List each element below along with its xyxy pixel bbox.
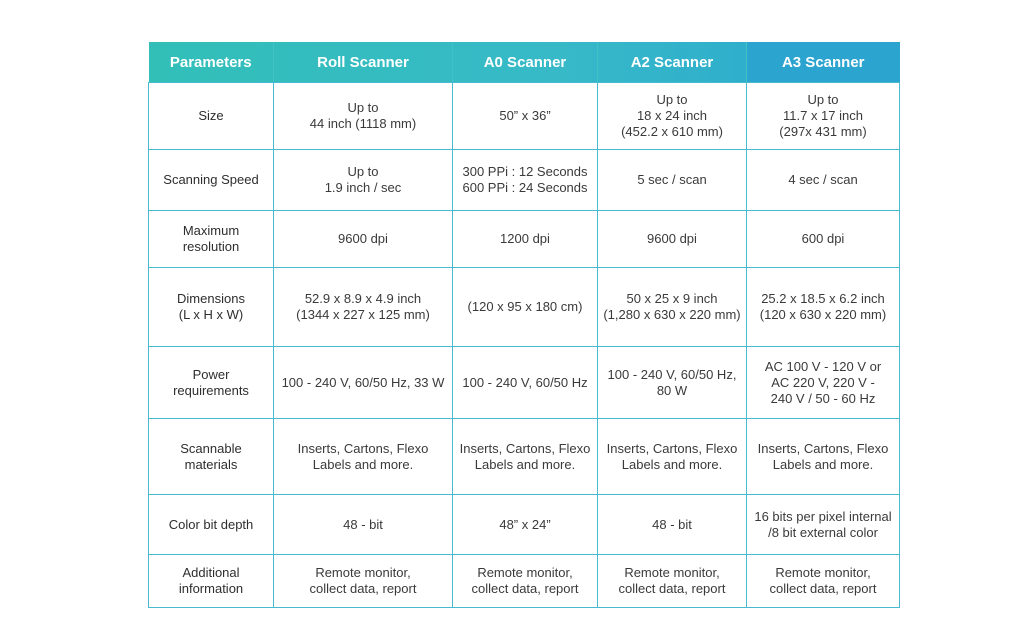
- roll-scanner-cell: [274, 150, 453, 211]
- cell-value-line: 1200 dpi: [500, 231, 550, 246]
- cell-value-line: Up to: [807, 92, 839, 107]
- header-a3-scanner: A3 Scanner: [747, 42, 900, 83]
- cell-value-line: Inserts, Cartons, Flexo: [757, 440, 889, 456]
- roll-scanner-cell: [274, 268, 453, 347]
- cell-value-line: collect data, report: [618, 581, 726, 596]
- parameter-label-line: requirements: [173, 382, 249, 398]
- table-header: [149, 42, 900, 83]
- cell-value-line: 100 - 240 V, 60/50 Hz: [462, 374, 588, 390]
- a2-scanner-cell: [598, 211, 747, 268]
- header-row: [149, 42, 900, 83]
- a0-scanner-cell: [453, 150, 598, 211]
- table-body: [149, 83, 900, 608]
- cell-value-line: 18 x 24 inch: [636, 108, 708, 123]
- roll-scanner-cell: [274, 83, 453, 150]
- a0-scanner-cell: [453, 83, 598, 150]
- scanner-comparison-table-container: [148, 42, 899, 608]
- cell-value-line: 48 - bit: [343, 516, 383, 532]
- header-a2-scanner: A2 Scanner: [598, 42, 747, 83]
- parameter-cell: [149, 268, 274, 347]
- cell-value-line: 600 PPi : 24 Seconds: [462, 180, 588, 195]
- cell-value-line: Remote monitor,: [315, 565, 411, 580]
- cell-value-line: Up to: [656, 92, 688, 107]
- cell-value-line: (1,280 x 630 x 220 mm): [603, 307, 741, 322]
- cell-value-line: 16 bits per pixel internal: [754, 508, 892, 524]
- a3-scanner-cell: [747, 211, 900, 268]
- parameter-cell: [149, 150, 274, 211]
- a3-scanner-cell: [747, 495, 900, 555]
- cell-value-line: Up to: [347, 164, 379, 179]
- parameter-label-line: materials: [184, 456, 238, 472]
- roll-scanner-cell: [274, 495, 453, 555]
- a0-scanner-cell: [453, 211, 598, 268]
- a3-scanner-cell: [747, 555, 900, 608]
- a3-scanner-cell: [747, 268, 900, 347]
- cell-value-line: 600 dpi: [801, 231, 845, 246]
- cell-value-line: Labels and more.: [772, 456, 874, 472]
- a0-scanner-cell: [453, 495, 598, 555]
- cell-value-line: 48” x 24”: [499, 516, 551, 532]
- cell-value-line: 9600 dpi: [647, 231, 697, 246]
- header-roll-scanner: Roll Scanner: [274, 42, 453, 83]
- parameter-label-line: Power: [192, 366, 230, 382]
- cell-value-line: 100 - 240 V, 60/50 Hz, 33 W: [281, 374, 445, 390]
- cell-value-line: 50” x 36”: [499, 108, 551, 123]
- parameter-label-line: Additional: [182, 565, 240, 580]
- cell-value-line: Inserts, Cartons, Flexo: [459, 440, 591, 456]
- a0-scanner-cell: [453, 347, 598, 419]
- cell-value-line: Up to: [347, 100, 379, 115]
- table-row: [149, 268, 900, 347]
- table-row: [149, 150, 900, 211]
- cell-value-line: 52.9 x 8.9 x 4.9 inch: [304, 291, 422, 306]
- parameter-cell: [149, 495, 274, 555]
- roll-scanner-cell: [274, 555, 453, 608]
- cell-value-line: 4 sec / scan: [788, 172, 858, 187]
- cell-value-line: 300 PPi : 12 Seconds: [462, 164, 588, 179]
- cell-value-line: (120 x 95 x 180 cm): [467, 299, 583, 314]
- cell-value-line: Remote monitor,: [477, 565, 573, 580]
- cell-value-line: Inserts, Cartons, Flexo: [606, 440, 738, 456]
- table-row: [149, 419, 900, 495]
- cell-value-line: 100 - 240 V, 60/50 Hz,: [607, 366, 737, 382]
- parameter-label-line: Dimensions: [177, 291, 245, 306]
- cell-value-line: (297x 431 mm): [779, 124, 867, 139]
- parameter-cell: [149, 555, 274, 608]
- roll-scanner-cell: [274, 347, 453, 419]
- cell-value-line: 44 inch (1118 mm): [309, 116, 417, 131]
- parameter-label-line: Size: [198, 108, 224, 123]
- parameter-cell: [149, 419, 274, 495]
- parameter-label-line: Color bit depth: [168, 516, 254, 532]
- cell-value-line: Labels and more.: [621, 456, 723, 472]
- a3-scanner-cell: [747, 419, 900, 495]
- scanner-comparison-table: [148, 42, 900, 608]
- a3-scanner-cell: [747, 83, 900, 150]
- roll-scanner-cell: [274, 419, 453, 495]
- cell-value-line: Remote monitor,: [624, 565, 720, 580]
- table-row: [149, 555, 900, 608]
- cell-value-line: 240 V / 50 - 60 Hz: [770, 390, 876, 406]
- cell-value-line: AC 220 V, 220 V -: [771, 374, 875, 390]
- a2-scanner-cell: [598, 555, 747, 608]
- a2-scanner-cell: [598, 347, 747, 419]
- cell-value-line: Remote monitor,: [775, 565, 871, 580]
- cell-value-line: collect data, report: [309, 581, 417, 596]
- cell-value-line: Labels and more.: [474, 456, 576, 472]
- parameter-label-line: Scanning Speed: [163, 172, 259, 187]
- header-a0-scanner: A0 Scanner: [453, 42, 598, 83]
- a2-scanner-cell: [598, 495, 747, 555]
- cell-value-line: (452.2 x 610 mm): [621, 124, 723, 139]
- parameter-cell: [149, 211, 274, 268]
- cell-value-line: 1.9 inch / sec: [324, 180, 402, 195]
- cell-value-line: 25.2 x 18.5 x 6.2 inch: [761, 291, 885, 306]
- cell-value-line: 11.7 x 17 inch: [783, 108, 863, 123]
- cell-value-line: 48 - bit: [652, 516, 692, 532]
- cell-value-line: 5 sec / scan: [637, 172, 707, 187]
- parameter-label-line: (L x H x W): [178, 307, 244, 322]
- table-row: [149, 83, 900, 150]
- table-row: [149, 347, 900, 419]
- cell-value-line: Labels and more.: [312, 456, 414, 472]
- parameter-label-line: information: [178, 581, 244, 596]
- a0-scanner-cell: [453, 555, 598, 608]
- cell-value-line: (120 x 630 x 220 mm): [759, 307, 887, 322]
- parameter-label-line: Scannable: [180, 440, 242, 456]
- cell-value-line: Inserts, Cartons, Flexo: [297, 440, 429, 456]
- a3-scanner-cell: [747, 150, 900, 211]
- a2-scanner-cell: [598, 83, 747, 150]
- parameter-label-line: Maximum: [182, 223, 240, 238]
- a0-scanner-cell: [453, 268, 598, 347]
- a2-scanner-cell: [598, 268, 747, 347]
- a2-scanner-cell: [598, 150, 747, 211]
- table-row: [149, 211, 900, 268]
- a2-scanner-cell: [598, 419, 747, 495]
- header-parameters: Parameters: [149, 42, 274, 83]
- parameter-cell: [149, 83, 274, 150]
- cell-value-line: (1344 x 227 x 125 mm): [296, 307, 430, 322]
- a0-scanner-cell: [453, 419, 598, 495]
- cell-value-line: collect data, report: [471, 581, 579, 596]
- table-row: [149, 495, 900, 555]
- roll-scanner-cell: [274, 211, 453, 268]
- cell-value-line: /8 bit external color: [768, 524, 878, 540]
- parameter-label-line: resolution: [182, 239, 240, 254]
- a3-scanner-cell: [747, 347, 900, 419]
- cell-value-line: 80 W: [656, 382, 688, 398]
- parameter-cell: [149, 347, 274, 419]
- cell-value-line: 50 x 25 x 9 inch: [626, 291, 718, 306]
- cell-value-line: 9600 dpi: [338, 231, 388, 246]
- cell-value-line: collect data, report: [769, 581, 877, 596]
- cell-value-line: AC 100 V - 120 V or: [764, 358, 882, 374]
